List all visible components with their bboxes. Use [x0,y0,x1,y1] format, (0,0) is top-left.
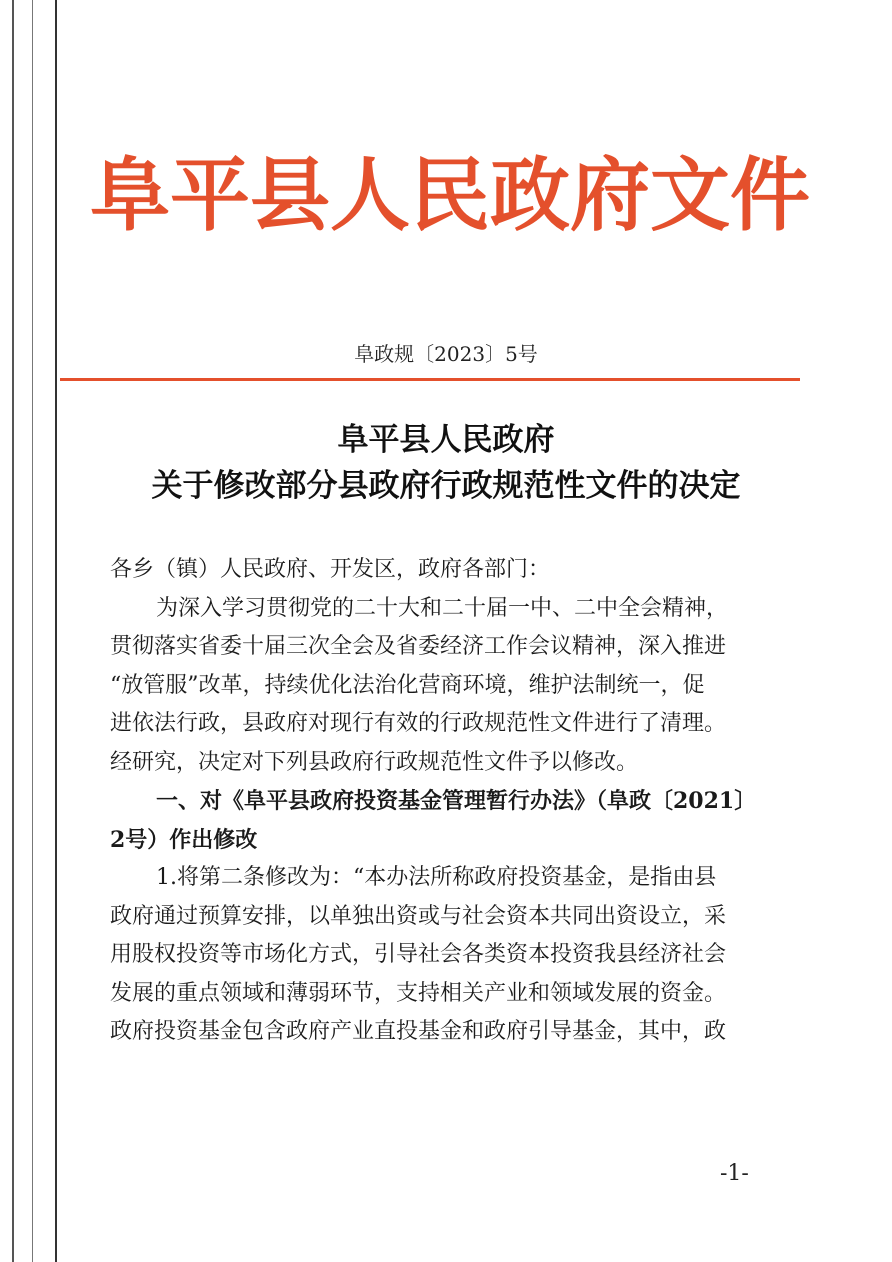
body-line: 贯彻落实省委十届三次全会及省委经济工作会议精神，深入推进 [110,634,727,659]
section-heading: 2号）作出修改 [110,826,258,853]
page-number: -1- [720,1161,749,1186]
item-line: 用股权投资等市场化方式，引导社会各类资本投资我县经济社会 [110,942,727,967]
body-line: “放管服”改革，持续优化法治化营商环境，维护法制统一，促 [110,672,705,698]
agency-header-title: 阜平县人民政府文件 [90,148,810,242]
document-number: 阜政规〔2023〕5号 [354,342,538,366]
item-line: 政府通过预算安排，以单独出资或与社会资本共同出资设立，采 [110,903,727,929]
item-line: 发展的重点领域和薄弱环节，支持相关产业和领域发展的资金。 [110,980,727,1006]
body-line: 经研究，决定对下列县政府行政规范性文件予以修改。 [110,749,639,775]
salutation: 各乡（镇）人民政府、开发区，政府各部门： [110,557,551,582]
binding-edge-line [32,0,33,1262]
item-line: 1.将第二条修改为：“本办法所称政府投资基金，是指由县 [156,865,717,890]
document-body [110,551,780,1052]
binding-edge-line [12,0,14,1262]
binding-edge-line [55,0,57,1262]
document-title-line-1: 阜平县人民政府 [337,422,555,458]
document-title-line-2: 关于修改部分县政府行政规范性文件的决定 [151,468,741,504]
body-line: 进依法行政，县政府对现行有效的行政规范性文件进行了清理。 [110,711,727,736]
item-line: 政府投资基金包含政府产业直投基金和政府引导基金，其中，政 [110,1019,727,1044]
red-separator-rule [60,378,800,381]
section-heading: 一、对《阜平县政府投资基金管理暂行办法》（阜政〔2021〕 [156,788,757,814]
body-line: 为深入学习贯彻党的二十大和二十届一中、二中全会精神， [156,595,729,621]
